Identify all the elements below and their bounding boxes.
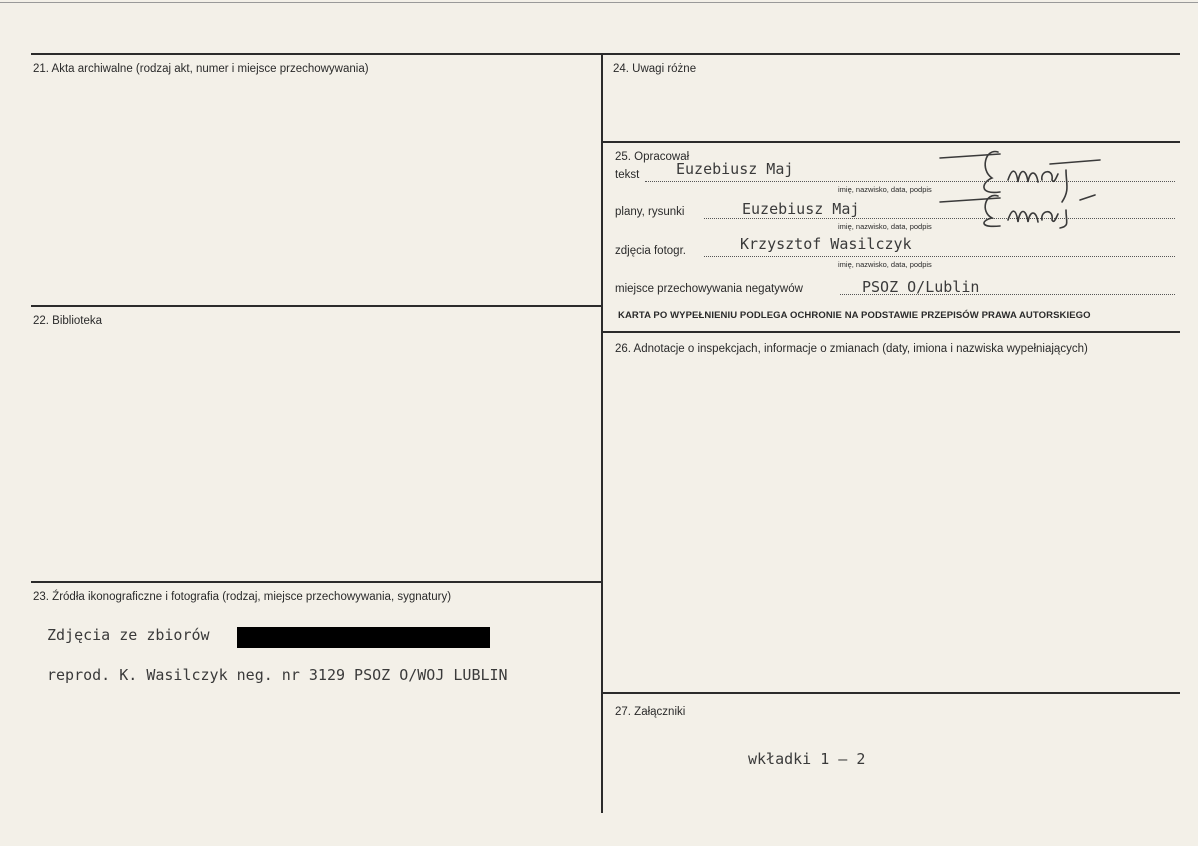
- section-23-line2: reprod. K. Wasilczyk neg. nr 3129 PSOZ O/WOJ LUBLIN: [47, 666, 508, 684]
- signature-image: [930, 140, 1110, 230]
- top-border: [0, 2, 1198, 3]
- rule-21-22: [31, 305, 602, 307]
- section-22-label: 22. Biblioteka: [33, 315, 103, 327]
- section-23-line1: Zdjęcia ze zbiorów: [47, 626, 210, 644]
- zdjecia-dotted-line: [704, 256, 1175, 257]
- section-25-label: 25. Opracował: [615, 151, 690, 163]
- zdjecia-value: Krzysztof Wasilczyk: [740, 235, 912, 253]
- tekst-value: Euzebiusz Maj: [676, 160, 794, 178]
- tekst-label: tekst: [615, 169, 640, 181]
- section-23-label: 23. Źródła ikonograficzne i fotografia (rodzaj, miejsce przechowywania, sygnatury): [33, 591, 452, 603]
- copyright-notice: KARTA PO WYPEŁNIENIU PODLEGA OCHRONIE NA PODSTAWIE PRZEPISÓW PRAWA AUTORSKIEGO: [618, 310, 1091, 321]
- miejsce-label: miejsce przechowywania negatywów: [615, 283, 803, 295]
- zdjecia-label: zdjęcia fotogr.: [615, 245, 686, 257]
- rule-22-23: [31, 581, 602, 583]
- plany-hint: imię, nazwisko, data, podpis: [838, 222, 932, 231]
- miejsce-value: PSOZ O/Lublin: [862, 278, 980, 296]
- column-divider: [601, 53, 603, 813]
- plany-value: Euzebiusz Maj: [742, 200, 860, 218]
- redaction-bar: [237, 627, 490, 648]
- section-21-label: 21. Akta archiwalne (rodzaj akt, numer i miejsce przechowywania): [33, 63, 369, 75]
- section-26-label: 26. Adnotacje o inspekcjach, informacje o zmianach (daty, imiona i nazwiska wypełniających): [615, 343, 1088, 355]
- rule-26-27: [602, 692, 1180, 694]
- rule-25-26: [602, 331, 1180, 333]
- section-24-label: 24. Uwagi różne: [613, 63, 697, 75]
- zdjecia-hint: imię, nazwisko, data, podpis: [838, 260, 932, 269]
- plany-label: plany, rysunki: [615, 206, 685, 218]
- rule-top: [31, 53, 1180, 55]
- section-27-label: 27. Załączniki: [615, 706, 686, 718]
- section-27-value: wkładki 1 – 2: [748, 750, 866, 768]
- tekst-hint: imię, nazwisko, data, podpis: [838, 185, 932, 194]
